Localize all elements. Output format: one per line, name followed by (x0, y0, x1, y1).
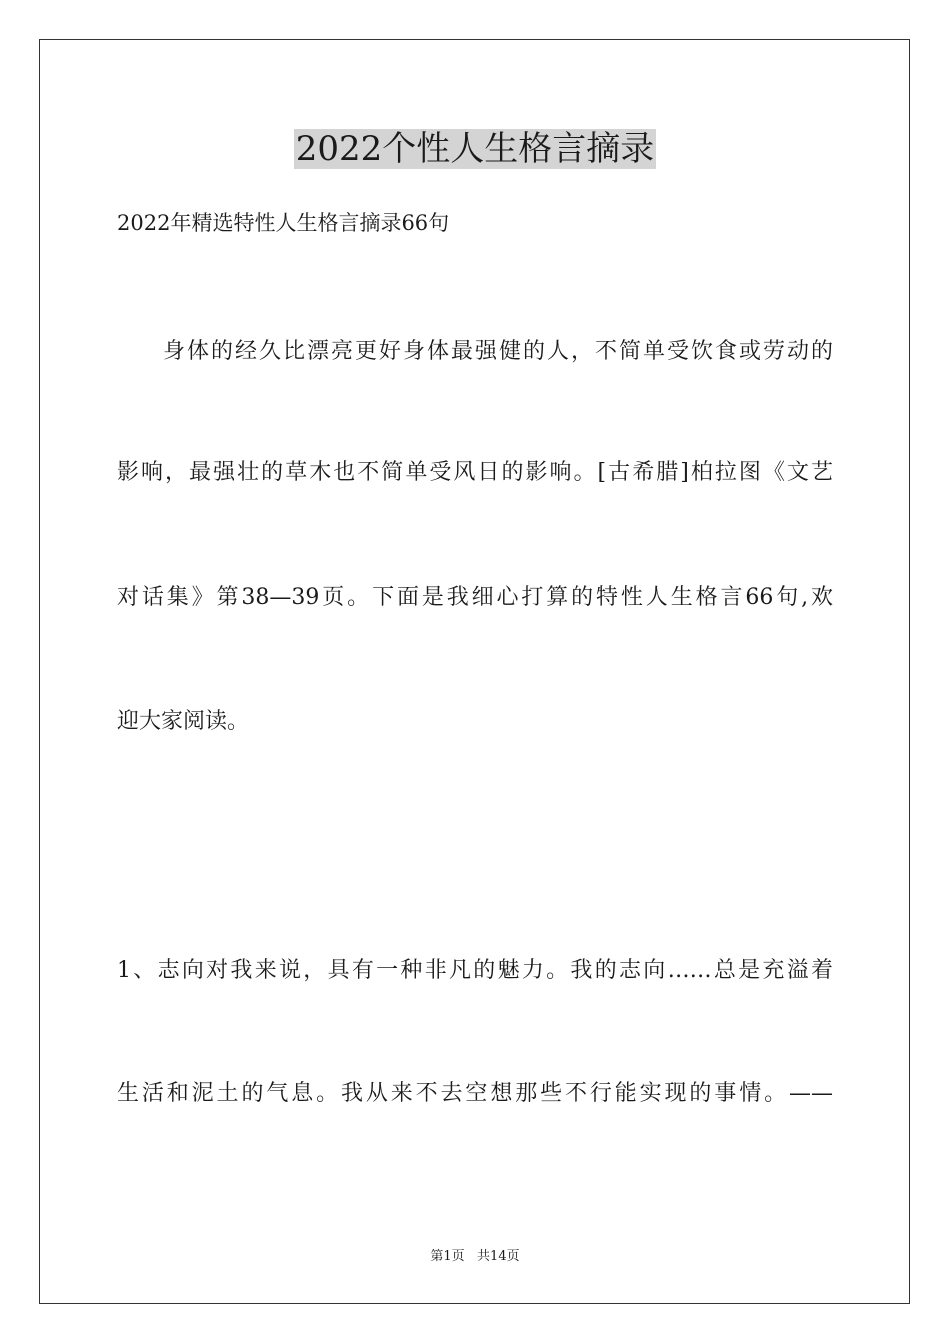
paragraph-1-line-1: 身体的经久比漂亮更好身体最强健的人，不简单受饮食或劳动的 (163, 339, 833, 364)
paragraph-1-line-2: 影响，最强壮的草木也不简单受风日的影响。[古希腊]柏拉图《文艺 (117, 460, 833, 485)
paragraph-1-line-3: 对话集》第38—39页。下面是我细心打算的特性人生格言66句,欢 (117, 585, 833, 610)
document-subtitle: 2022年精选特性人生格言摘录66句 (117, 211, 450, 235)
document-title (0, 127, 950, 171)
paragraph-2-line-2: 生活和泥土的气息。我从来不去空想那些不行能实现的事情。—— (117, 1081, 833, 1106)
paragraph-1-line-4: 迎大家阅读。 (117, 709, 250, 734)
page-footer: 第1页 共14页 (430, 1249, 520, 1264)
document-title-text: 2022个性人生格言摘录 (295, 129, 655, 169)
paragraph-2-line-1: 1、志向对我来说，具有一种非凡的魅力。我的志向……总是充溢着 (117, 958, 833, 983)
